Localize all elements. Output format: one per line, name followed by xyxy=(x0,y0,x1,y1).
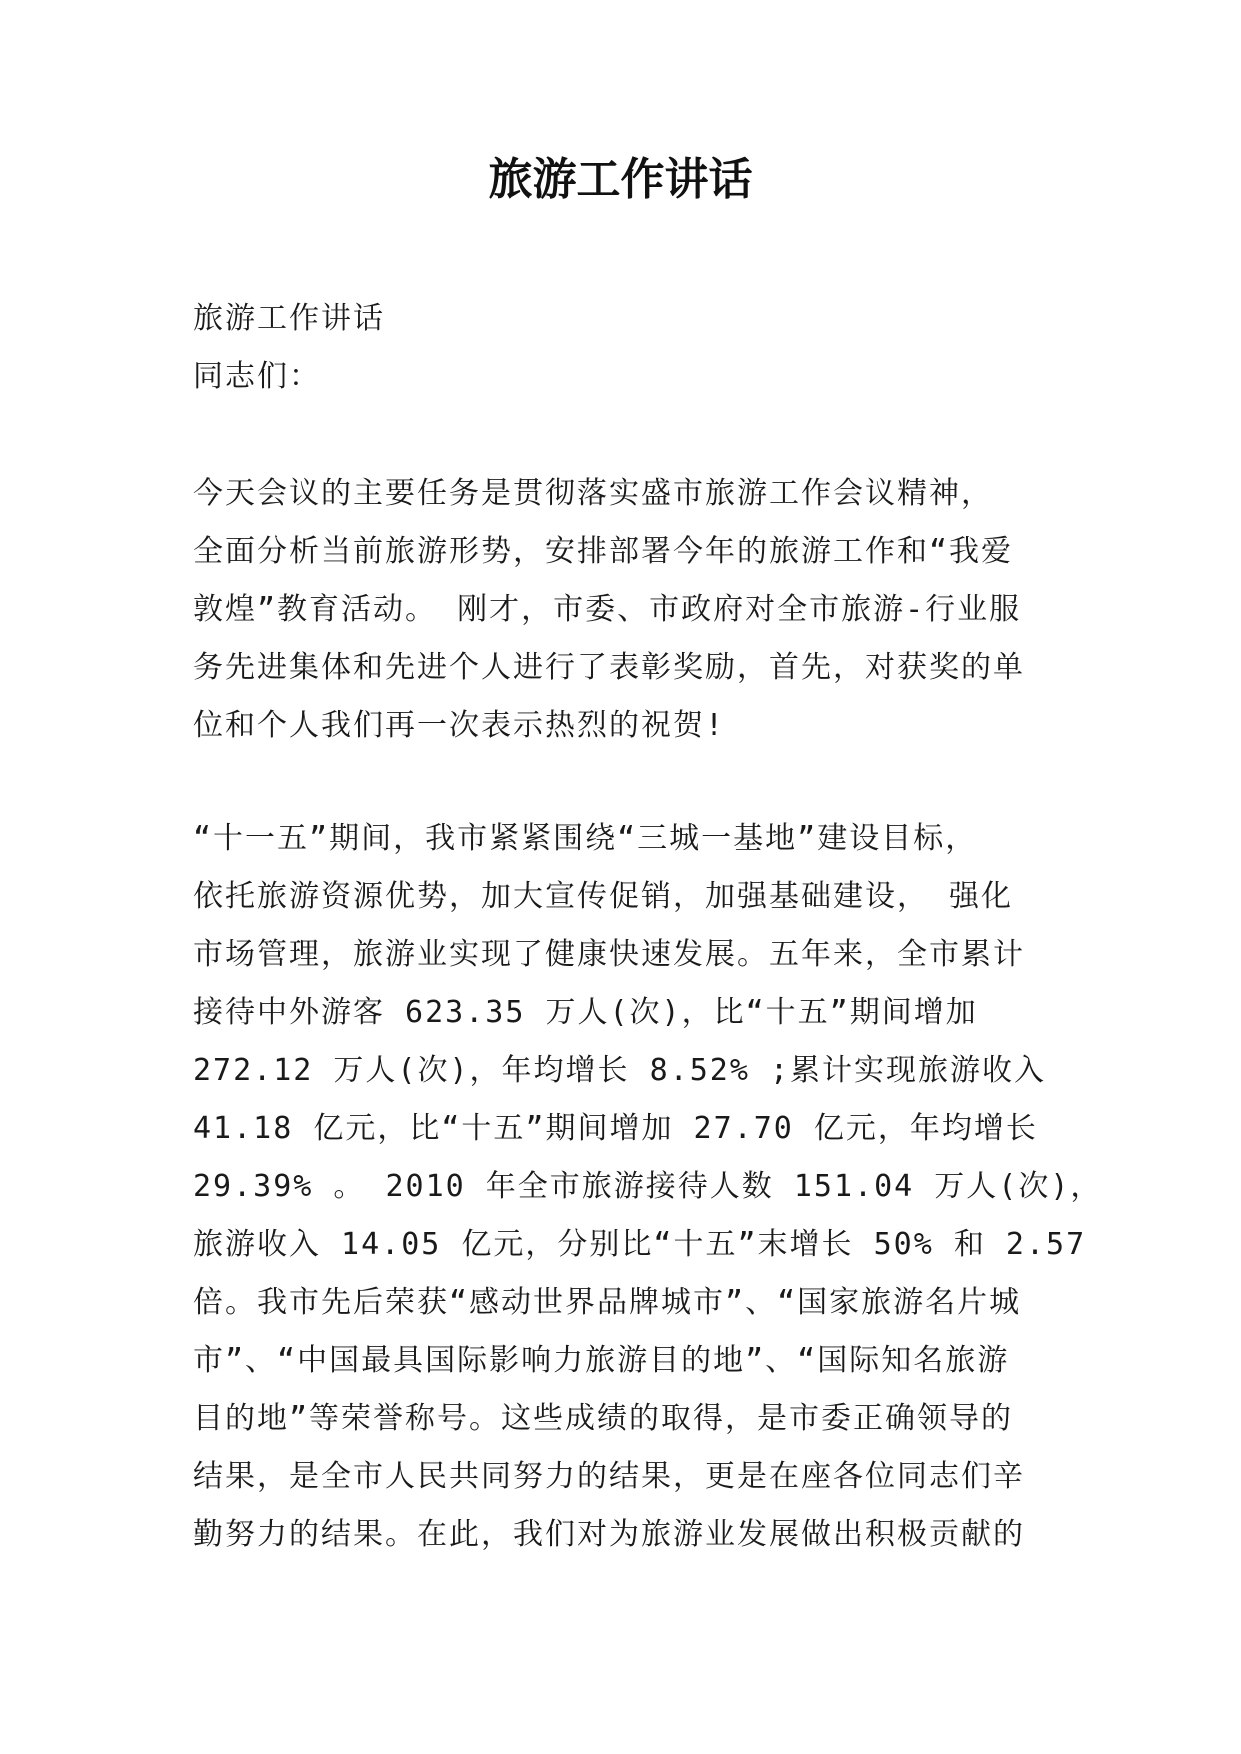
paragraph-line: 勤努力的结果。在此，我们对为旅游业发展做出积极贡献的 xyxy=(193,1517,1025,1552)
paragraph-line: 41.18 亿元，比“十五”期间增加 27.70 亿元，年均增长 xyxy=(193,1111,1038,1146)
paragraph-2 xyxy=(193,810,1103,1564)
paragraph-line: 市场管理，旅游业实现了健康快速发展。五年来，全市累计 xyxy=(193,937,1025,972)
paragraph-line: 全面分析当前旅游形势，安排部署今年的旅游工作和“我爱 xyxy=(193,534,1014,569)
paragraph-line: 市”、“中国最具国际影响力旅游目的地”、“国际知名旅游 xyxy=(193,1343,1010,1378)
paragraph-line: 位和个人我们再一次表示热烈的祝贺! xyxy=(193,708,726,743)
paragraph-line: 272.12 万人(次)，年均增长 8.52% ;累计实现旅游收入 xyxy=(193,1053,1047,1088)
paragraph-line: 29.39% 。 2010 年全市旅游接待人数 151.04 万人(次)， xyxy=(193,1169,1103,1204)
paragraph-line: 今天会议的主要任务是贯彻落实盛市旅游工作会议精神， xyxy=(193,476,993,511)
paragraph-line: 依托旅游资源优势，加大宣传促销，加强基础建设， 强化 xyxy=(193,879,1014,914)
paragraph-line: “十一五”期间，我市紧紧围绕“三城一基地”建设目标， xyxy=(193,821,978,856)
paragraph-line: 目的地”等荣誉称号。这些成绩的取得，是市委正确领导的 xyxy=(193,1401,1014,1436)
salutation-block xyxy=(193,290,1063,406)
paragraph-line: 倍。我市先后荣获“感动世界品牌城市”、“国家旅游名片城 xyxy=(193,1285,1022,1320)
salutation-line: 同志们： xyxy=(193,359,321,394)
paragraph-line: 敦煌”教育活动。 刚才，市委、市政府对全市旅游-行业服 xyxy=(193,592,1022,627)
paragraph-line: 接待中外游客 623.35 万人(次)，比“十五”期间增加 xyxy=(193,995,978,1030)
subtitle-line: 旅游工作讲话 xyxy=(193,301,385,336)
document-title: 旅游工作讲话 xyxy=(488,154,753,205)
paragraph-line: 务先进集体和先进个人进行了表彰奖励，首先，对获奖的单 xyxy=(193,650,1025,685)
paragraph-1 xyxy=(193,465,1063,755)
paragraph-line: 旅游收入 14.05 亿元，分别比“十五”末增长 50% 和 2.57 xyxy=(193,1227,1087,1262)
paragraph-line: 结果，是全市人民共同努力的结果，更是在座各位同志们辛 xyxy=(193,1459,1025,1494)
